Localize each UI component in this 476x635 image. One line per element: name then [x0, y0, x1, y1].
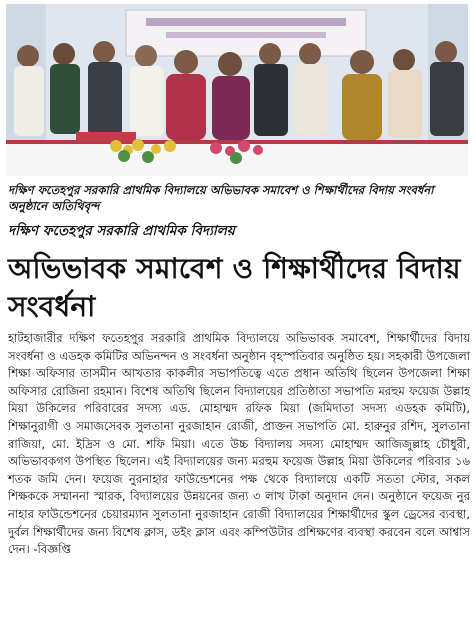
article-body: হাটহাজারীর দক্ষিণ ফতেহপুর সরকারি প্রাথমিক বিদ্যালয়ে অভিভাবক সমাবেশ, শিক্ষার্থীদের বিদায় সংবর্ধনা ও এডহক কমিটির অভিনন্দন ও সংবর্ধনা অনুষ্ঠান বৃহস্পতিবার অনুষ্ঠিত হয়। সহকারী উপজেলা শিক্ষা অফিসার তাসমীন আখতার কাকলীর সভাপতিত্বে এতে প্রধান অতিথি ছিলেন উপজেলা শিক্ষা অফিসার রোজিনা রহমান। বিশেষ অতিথি ছিলেন বিদ্যালয়ের প্রতিষ্ঠাতা সভাপতি মরহুম ফয়েজ উল্লাহ মিয়া উকিলের পরিবারের সদস্য এড. মোহাম্মদ রফিক মিয়া (জমিদাতা সদস্য এডহক কমিটি), শিক্ষানুরাগী ও সমাজসেবক সুলতানা নুরজাহান রোজী, প্রাক্তন সভাপতি মো. হারুনুর রশিদ, সুলতানা রাজিয়া, মো. ইদ্রিস ও মো. শফি মিয়া। এতে উচ্চ বিদ্যালয় সদস্য মোহাম্মদ আজিজুল্লাহ চৌধুরী, অভিভাবকগণ উপস্থিত ছিলেন। এই বিদ্যালয়ের জন্য মরহুম ফয়েজ উল্লাহ মিয়া উকিলের পরিবার ১৬ শতক জমি দেন। ফয়েজ নুরনাহার ফাউন্ডেশনের পক্ষ থেকে বিদ্যালয়ে একটি সততা স্টোর, সকল শিক্ষককে সম্মাননা স্মারক, বিদ্যালয়ের উন্নয়নের জন্য ৩ লাখ টাকা অনুদান দেন। অনুষ্ঠানে ফয়েজ নুর নাহার ফাউন্ডেশনের চেয়ারম্যান সুলতানা নুরজাহান রোজী বিদ্যালয়ের শিক্ষার্থীদের স্কুল ড্রেসের ব্যবস্থা, দুর্বল শিক্ষার্থীদের জন্য বিশেষ ক্লাস, ডইং ক্লাস এবং কম্পিউটার প্রশিক্ষণের ব্যবস্থা করবেন বলে আশ্বাস দেন। -বিজ্ঞপ্তি	[8, 331, 470, 557]
photo-caption: দক্ষিণ ফতেহপুর সরকারি প্রাথমিক বিদ্যালয়ে অভিভাবক সমাবেশ ও শিক্ষার্থীদের বিদায় সংবর্ধনা অনুষ্ঠানে অতিথিবৃন্দ	[8, 183, 434, 213]
event-photo	[6, 4, 468, 176]
event-photo-illustration	[6, 4, 468, 176]
headline: অভিভাবক সমাবেশ ও শিক্ষার্থীদের বিদায় সংবর্ধনা	[8, 252, 461, 323]
kicker: দক্ষিণ ফতেহপুর সরকারি প্রাথমিক বিদ্যালয়	[8, 223, 235, 239]
